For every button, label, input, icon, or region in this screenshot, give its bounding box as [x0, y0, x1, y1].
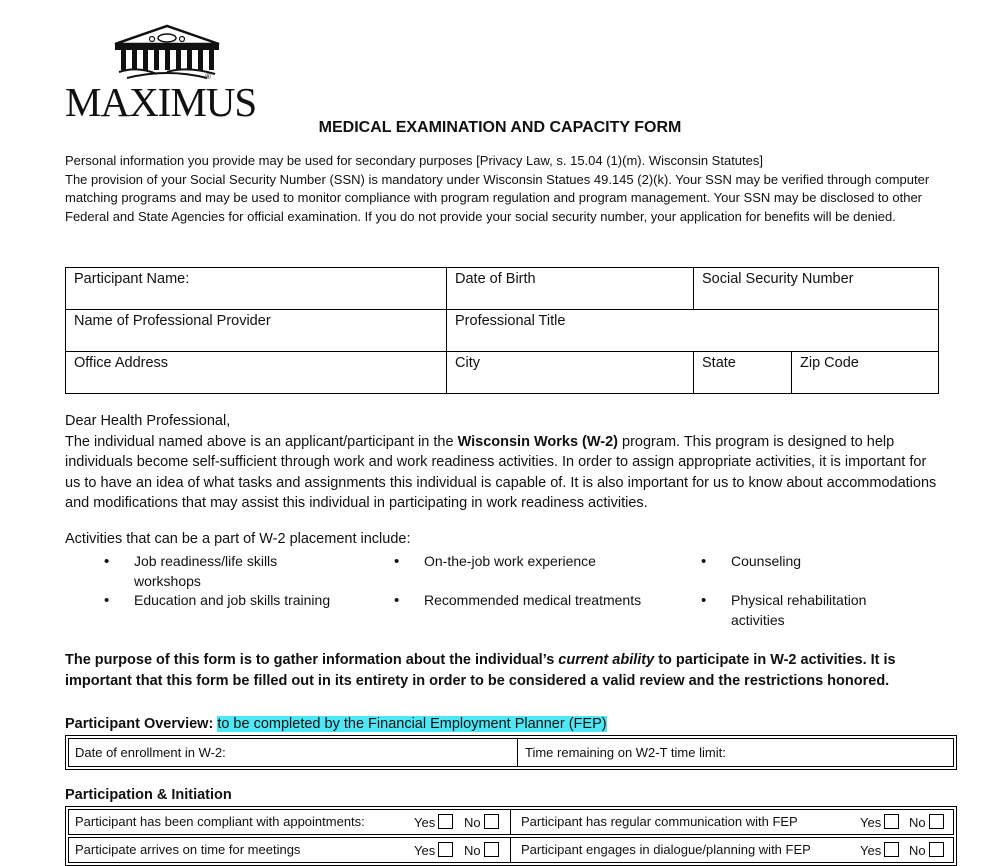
office-address-field[interactable]: Office Address [66, 352, 447, 394]
table-row [68, 837, 954, 863]
no-label: No [909, 815, 926, 830]
enrollment-date-field[interactable]: Date of enrollment in W-2: [75, 745, 226, 760]
form-title: MEDICAL EXAMINATION AND CAPACITY FORM [318, 119, 682, 136]
yes-label: Yes [414, 843, 436, 858]
yes-option [414, 842, 453, 858]
yes-label: Yes [860, 815, 882, 830]
activity-label: Counseling [731, 553, 802, 569]
question-label: Participant has been compliant with appointments: [75, 814, 365, 829]
bullet-icon: • [104, 553, 110, 570]
no-label: No [464, 815, 481, 830]
overview-table [65, 735, 957, 770]
logo-wordmark: MAXIMUS [65, 79, 257, 125]
table-row [68, 809, 954, 835]
yes-checkbox[interactable] [884, 814, 899, 829]
letter-paragraph [65, 432, 945, 514]
state-field[interactable]: State [694, 352, 792, 394]
question-label: Participate arrives on time for meetings [75, 842, 301, 857]
date-of-birth-field[interactable]: Date of Birth [447, 268, 694, 310]
no-label: No [464, 843, 481, 858]
no-checkbox[interactable] [484, 814, 499, 829]
divider [510, 810, 511, 834]
purpose-text: to participate in W-2 activities. It is important that this form be filled out in its entirety in order to be considered a valid review and the restrictions honored. [65, 652, 896, 689]
program-name: Wisconsin Works (W-2) [457, 433, 618, 450]
participant-name-field[interactable]: Participant Name: [66, 268, 447, 310]
city-field[interactable]: City [447, 352, 694, 394]
activity-label: On-the-job work experience [424, 553, 596, 569]
ssn-field[interactable]: Social Security Number [694, 268, 939, 310]
divider [517, 739, 518, 766]
activity-label: Recommended medical treatments [424, 592, 642, 608]
overview-note: to be completed by the Financial Employment Planner (FEP) [217, 716, 607, 732]
overview-title: Participant Overview: [65, 716, 214, 732]
activity-label: Physical rehabilitation activities [731, 592, 867, 628]
bullet-icon: • [104, 592, 110, 609]
provider-name-field[interactable]: Name of Professional Provider [66, 310, 447, 352]
yes-option [414, 814, 453, 830]
letter-text: program. This program is designed to help individuals become self-sufficient through work and work readiness activities. In order to assign appropriate activities, it is important for us to have an idea of what tasks and assignments this individual is capable of. It is also important for us to know about accommodations and modifications that may assist this individual in participating in work readiness activities. [65, 433, 937, 511]
yes-option [860, 842, 899, 858]
no-option [464, 842, 499, 858]
yes-label: Yes [414, 815, 436, 830]
bullet-icon: • [394, 553, 400, 570]
letter-text: The individual named above is an applicant/participant in the [65, 433, 458, 450]
no-label: No [909, 843, 926, 858]
participant-info-table [65, 267, 939, 394]
time-remaining-field[interactable]: Time remaining on W2-T time limit: [525, 745, 726, 760]
yes-label: Yes [860, 843, 882, 858]
participation-table [65, 806, 957, 866]
overview-row [68, 738, 954, 767]
registered-mark: ® [205, 72, 211, 81]
question-label: Participant engages in dialogue/planning with FEP [521, 842, 811, 857]
purpose-statement [65, 650, 945, 692]
yes-option [860, 814, 899, 830]
maximus-logo [62, 22, 262, 125]
no-checkbox[interactable] [929, 814, 944, 829]
bullet-icon: • [701, 553, 707, 570]
yes-checkbox[interactable] [438, 814, 453, 829]
no-option [909, 814, 944, 830]
ssn-notice: The provision of your Social Security Number (SSN) is mandatory under Wisconsin Statues 49.145 (2)(k). Your SSN may be verified through computer matching programs and may be used to monitor compliance with program regulation and program management. Your SSN may be disclosed to other Federal and State Agencies for official examination. If you do not provide your social security number, your application for benefits will be denied. [65, 171, 930, 224]
overview-heading [65, 716, 607, 732]
professional-title-field[interactable]: Professional Title [447, 310, 939, 352]
activities-heading: Activities that can be a part of W-2 placement include: [65, 531, 411, 547]
privacy-line: Personal information you provide may be used for secondary purposes [Privacy Law, s. 15.04 (1)(m). Wisconsin Statutes] [65, 153, 763, 168]
purpose-text: The purpose of this form is to gather information about the individual’s [65, 652, 559, 668]
no-option [464, 814, 499, 830]
question-label: Participant has regular communication with FEP [521, 814, 798, 829]
zip-field[interactable]: Zip Code [792, 352, 939, 394]
divider [510, 838, 511, 862]
bullet-icon: • [701, 592, 707, 609]
no-option [909, 842, 944, 858]
purpose-emphasis: current ability [558, 652, 655, 668]
bullet-icon: • [394, 592, 400, 609]
greeting: Dear Health Professional, [65, 413, 231, 429]
letter-body [65, 411, 945, 514]
participation-heading: Participation & Initiation [65, 787, 232, 803]
activity-label: Education and job skills training [134, 592, 331, 608]
privacy-notice [65, 152, 945, 226]
activity-label: Job readiness/life skills workshops [134, 553, 278, 589]
